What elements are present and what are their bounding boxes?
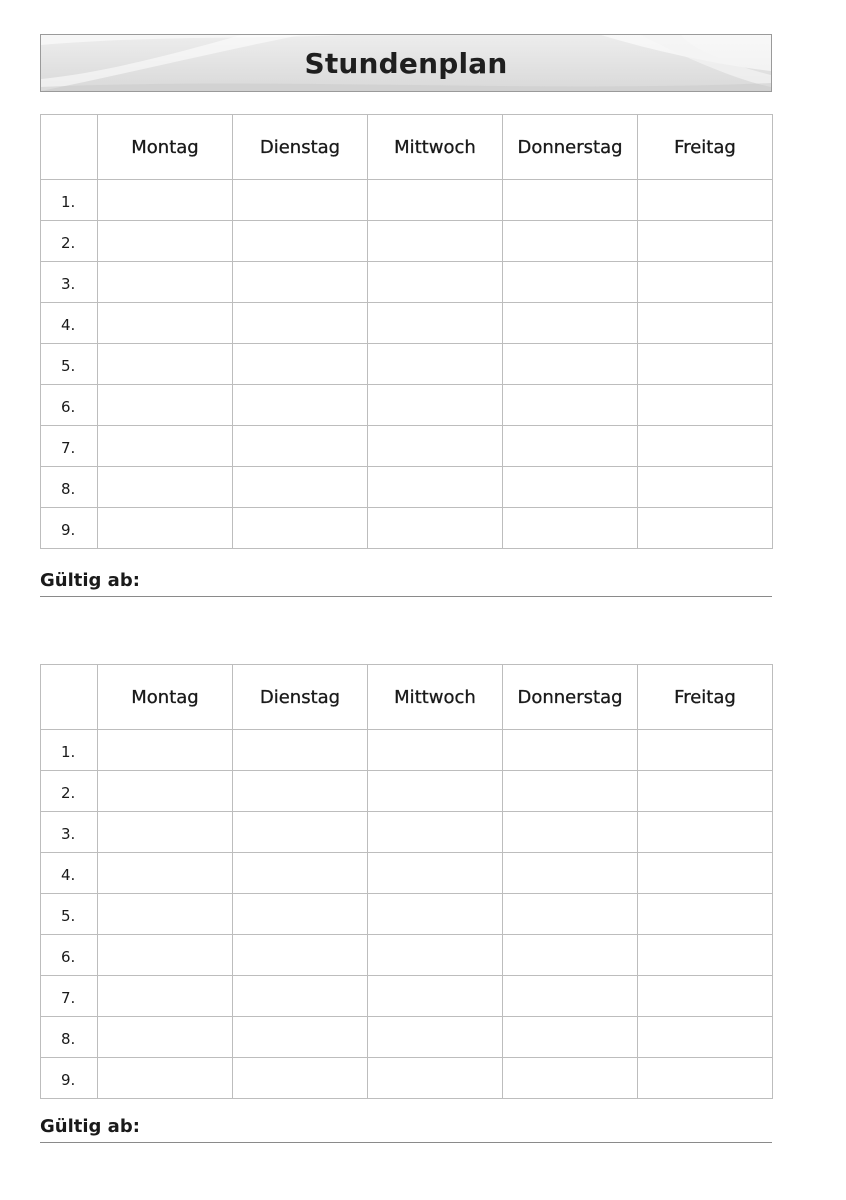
lesson-cell-mittwoch[interactable] [368, 221, 503, 262]
day-header-mittwoch: Mittwoch [368, 115, 503, 180]
lesson-cell-freitag[interactable] [638, 344, 773, 385]
period-number: 3. [41, 812, 98, 853]
lesson-cell-freitag[interactable] [638, 262, 773, 303]
lesson-cell-freitag[interactable] [638, 467, 773, 508]
lesson-cell-donnerstag[interactable] [503, 221, 638, 262]
lesson-cell-donnerstag[interactable] [503, 180, 638, 221]
lesson-cell-dienstag[interactable] [233, 221, 368, 262]
lesson-cell-dienstag[interactable] [233, 467, 368, 508]
period-number: 4. [41, 303, 98, 344]
title-banner [40, 34, 772, 92]
lesson-cell-montag[interactable] [98, 935, 233, 976]
valid-from-line-1[interactable] [40, 570, 772, 597]
lesson-cell-freitag[interactable] [638, 976, 773, 1017]
table-row [41, 426, 773, 467]
lesson-cell-montag[interactable] [98, 303, 233, 344]
lesson-cell-montag[interactable] [98, 426, 233, 467]
timetable-1 [40, 114, 772, 549]
lesson-cell-freitag[interactable] [638, 303, 773, 344]
lesson-cell-mittwoch[interactable] [368, 771, 503, 812]
table-row [41, 894, 773, 935]
period-number: 2. [41, 771, 98, 812]
day-header-freitag: Freitag [638, 115, 773, 180]
table-row [41, 976, 773, 1017]
lesson-cell-mittwoch[interactable] [368, 180, 503, 221]
lesson-cell-donnerstag[interactable] [503, 1017, 638, 1058]
period-number: 5. [41, 344, 98, 385]
period-number: 6. [41, 385, 98, 426]
period-number: 4. [41, 853, 98, 894]
table-row [41, 303, 773, 344]
lesson-cell-freitag[interactable] [638, 730, 773, 771]
lesson-cell-dienstag[interactable] [233, 853, 368, 894]
lesson-cell-freitag[interactable] [638, 853, 773, 894]
table-row [41, 1017, 773, 1058]
lesson-cell-freitag[interactable] [638, 935, 773, 976]
lesson-cell-dienstag[interactable] [233, 303, 368, 344]
lesson-cell-freitag[interactable] [638, 812, 773, 853]
lesson-cell-dienstag[interactable] [233, 976, 368, 1017]
lesson-cell-mittwoch[interactable] [368, 1058, 503, 1099]
lesson-cell-freitag[interactable] [638, 1058, 773, 1099]
lesson-cell-donnerstag[interactable] [503, 303, 638, 344]
lesson-cell-donnerstag[interactable] [503, 853, 638, 894]
table-row [41, 730, 773, 771]
table-row [41, 221, 773, 262]
lesson-cell-mittwoch[interactable] [368, 812, 503, 853]
lesson-cell-donnerstag[interactable] [503, 894, 638, 935]
lesson-cell-dienstag[interactable] [233, 426, 368, 467]
lesson-cell-dienstag[interactable] [233, 508, 368, 549]
lesson-cell-donnerstag[interactable] [503, 426, 638, 467]
lesson-cell-dienstag[interactable] [233, 935, 368, 976]
table-row [41, 180, 773, 221]
valid-from-label: Gültig ab: [40, 1116, 140, 1137]
period-number: 9. [41, 508, 98, 549]
table-row [41, 467, 773, 508]
lesson-cell-montag[interactable] [98, 180, 233, 221]
period-number: 5. [41, 894, 98, 935]
period-number: 8. [41, 1017, 98, 1058]
table-row [41, 262, 773, 303]
table-row [41, 853, 773, 894]
lesson-cell-mittwoch[interactable] [368, 262, 503, 303]
lesson-cell-freitag[interactable] [638, 894, 773, 935]
lesson-cell-donnerstag[interactable] [503, 1058, 638, 1099]
lesson-cell-donnerstag[interactable] [503, 976, 638, 1017]
lesson-cell-montag[interactable] [98, 262, 233, 303]
lesson-cell-dienstag[interactable] [233, 812, 368, 853]
period-number: 1. [41, 180, 98, 221]
table-row [41, 508, 773, 549]
lesson-cell-dienstag[interactable] [233, 771, 368, 812]
day-header-dienstag: Dienstag [233, 115, 368, 180]
lesson-cell-montag[interactable] [98, 730, 233, 771]
lesson-cell-mittwoch[interactable] [368, 467, 503, 508]
day-header-mittwoch: Mittwoch [368, 665, 503, 730]
lesson-cell-mittwoch[interactable] [368, 853, 503, 894]
table-row [41, 344, 773, 385]
lesson-cell-montag[interactable] [98, 894, 233, 935]
lesson-cell-mittwoch[interactable] [368, 935, 503, 976]
corner-cell [41, 115, 98, 180]
table-row [41, 771, 773, 812]
lesson-cell-mittwoch[interactable] [368, 976, 503, 1017]
lesson-cell-dienstag[interactable] [233, 1017, 368, 1058]
period-number: 2. [41, 221, 98, 262]
lesson-cell-mittwoch[interactable] [368, 385, 503, 426]
lesson-cell-freitag[interactable] [638, 508, 773, 549]
lesson-cell-dienstag[interactable] [233, 730, 368, 771]
lesson-cell-mittwoch[interactable] [368, 303, 503, 344]
lesson-cell-mittwoch[interactable] [368, 426, 503, 467]
lesson-cell-montag[interactable] [98, 344, 233, 385]
lesson-cell-freitag[interactable] [638, 771, 773, 812]
period-number: 1. [41, 730, 98, 771]
period-number: 9. [41, 1058, 98, 1099]
lesson-cell-donnerstag[interactable] [503, 508, 638, 549]
timetable-2 [40, 664, 772, 1099]
day-header-donnerstag: Donnerstag [503, 115, 638, 180]
lesson-cell-montag[interactable] [98, 221, 233, 262]
day-header-freitag: Freitag [638, 665, 773, 730]
lesson-cell-montag[interactable] [98, 976, 233, 1017]
day-header-montag: Montag [98, 115, 233, 180]
day-header-montag: Montag [98, 665, 233, 730]
header-row [41, 115, 773, 180]
lesson-cell-freitag[interactable] [638, 385, 773, 426]
lesson-cell-montag[interactable] [98, 1058, 233, 1099]
lesson-cell-montag[interactable] [98, 1017, 233, 1058]
lesson-cell-montag[interactable] [98, 467, 233, 508]
day-header-donnerstag: Donnerstag [503, 665, 638, 730]
corner-cell [41, 665, 98, 730]
lesson-cell-donnerstag[interactable] [503, 344, 638, 385]
period-number: 6. [41, 935, 98, 976]
header-row [41, 665, 773, 730]
lesson-cell-donnerstag[interactable] [503, 935, 638, 976]
lesson-cell-mittwoch[interactable] [368, 1017, 503, 1058]
period-number: 7. [41, 426, 98, 467]
period-number: 7. [41, 976, 98, 1017]
valid-from-label: Gültig ab: [40, 570, 140, 591]
table-row [41, 385, 773, 426]
valid-from-line-2[interactable] [40, 1116, 772, 1143]
lesson-cell-mittwoch[interactable] [368, 894, 503, 935]
lesson-cell-dienstag[interactable] [233, 344, 368, 385]
table-row [41, 812, 773, 853]
lesson-cell-montag[interactable] [98, 812, 233, 853]
lesson-cell-donnerstag[interactable] [503, 262, 638, 303]
lesson-cell-dienstag[interactable] [233, 262, 368, 303]
lesson-cell-donnerstag[interactable] [503, 771, 638, 812]
lesson-cell-freitag[interactable] [638, 221, 773, 262]
lesson-cell-freitag[interactable] [638, 1017, 773, 1058]
lesson-cell-dienstag[interactable] [233, 1058, 368, 1099]
page-title: Stundenplan [304, 46, 508, 80]
lesson-cell-montag[interactable] [98, 771, 233, 812]
lesson-cell-donnerstag[interactable] [503, 467, 638, 508]
period-number: 3. [41, 262, 98, 303]
lesson-cell-montag[interactable] [98, 508, 233, 549]
lesson-cell-donnerstag[interactable] [503, 730, 638, 771]
lesson-cell-freitag[interactable] [638, 426, 773, 467]
day-header-dienstag: Dienstag [233, 665, 368, 730]
lesson-cell-mittwoch[interactable] [368, 508, 503, 549]
lesson-cell-dienstag[interactable] [233, 180, 368, 221]
lesson-cell-donnerstag[interactable] [503, 385, 638, 426]
lesson-cell-mittwoch[interactable] [368, 730, 503, 771]
lesson-cell-dienstag[interactable] [233, 894, 368, 935]
lesson-cell-mittwoch[interactable] [368, 344, 503, 385]
lesson-cell-freitag[interactable] [638, 180, 773, 221]
table-row [41, 1058, 773, 1099]
lesson-cell-dienstag[interactable] [233, 385, 368, 426]
lesson-cell-donnerstag[interactable] [503, 812, 638, 853]
table-row [41, 935, 773, 976]
lesson-cell-montag[interactable] [98, 853, 233, 894]
lesson-cell-montag[interactable] [98, 385, 233, 426]
period-number: 8. [41, 467, 98, 508]
